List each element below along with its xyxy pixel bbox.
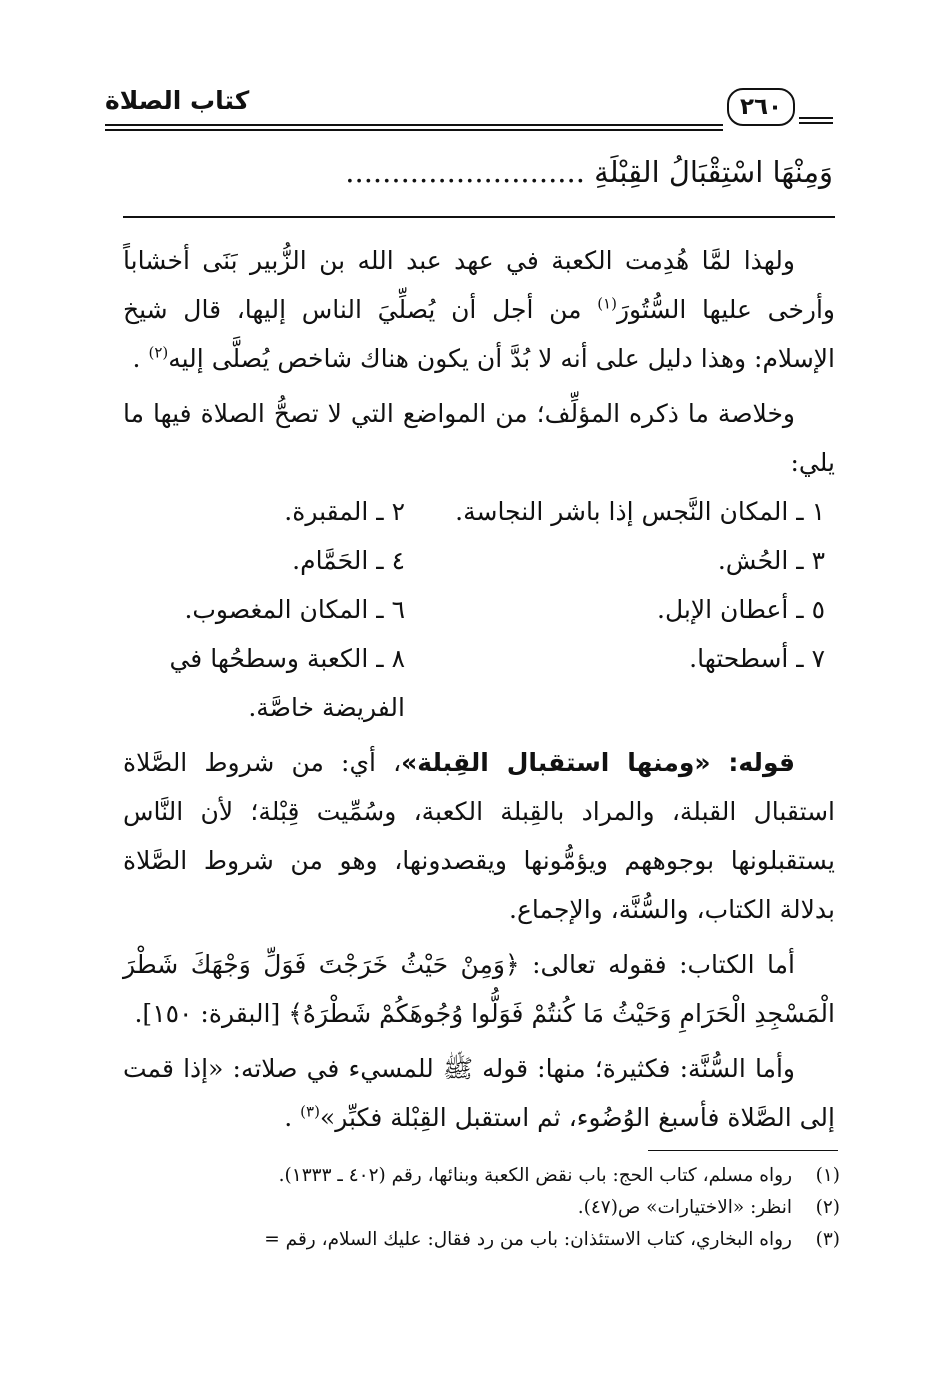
header-rule-left-top: [105, 124, 723, 126]
paragraph-5-end: .: [284, 1103, 293, 1132]
footnote-text: انظر: «الاختيارات» ص(٤٧).: [577, 1197, 792, 1218]
paragraph-4: [123, 940, 835, 1038]
footnote-number: (٢): [815, 1197, 840, 1218]
list-item-right: ٣ ـ الحُش.: [717, 546, 825, 575]
paragraph-5: [123, 1044, 835, 1142]
paragraph-1-text: ولهذا لمَّا هُدِمت الكعبة في عهد عبد الله بن الزُّبير بَنَى أخشاباً وأرخى عليها السُّتُورَ: [123, 246, 835, 324]
header-rule-right-bottom: [799, 122, 833, 124]
footnote: [105, 1160, 840, 1192]
list-item-continuation: [123, 683, 835, 732]
list-item-left: ٤ ـ الحَمَّام.: [292, 546, 405, 575]
list-item-right: ١ ـ المكان النَّجس إذا باشر النجاسة.: [455, 497, 825, 526]
list-item: [123, 634, 835, 683]
footnote-number: (٣): [815, 1229, 840, 1250]
paragraph-2: وخلاصة ما ذكره المؤلِّف؛ من المواضع التي لا تصحُّ الصلاة فيها ما يلي:: [123, 399, 835, 477]
footnote-ref-1: (١): [597, 294, 617, 313]
paragraph-5-text: وأما السُّنَّة: فكثيرة؛ منها: قوله ﷺ للمسيء في صلاته: «إذا قمت إلى الصَّلاة فأسبغ الوُضُوء، ثم استقبل القِبْلة فكبِّر»: [123, 1054, 835, 1132]
list-item: [123, 585, 835, 634]
quran-reference: [البقرة: ١٥٠].: [134, 999, 289, 1028]
header-rule-left-bottom: [105, 129, 723, 131]
footnotes: [105, 1160, 840, 1256]
topic-rule: [123, 216, 835, 218]
paragraph-3-text: ، أي: من شروط الصَّلاة استقبال القبلة، والمراد بالقِبلة الكعبة، وسُمِّيت قِبْلة؛ لأن النَّاس يستقبلونها بوجوههم ويؤمُّونها ويقصدونها، وهو من شروط الصَّلاة بدلالة الكتاب، والسُّنَّة، والإجماع.: [123, 748, 835, 924]
main-text: [123, 236, 835, 1142]
list-item-right: ٧ ـ أسطحتها.: [689, 644, 825, 673]
footnote-ref-3: (٣): [300, 1102, 320, 1121]
list-item: [123, 536, 835, 585]
topic-heading: وَمِنْهَا اسْتِقْبَالُ القِبْلَةِ ..........................: [345, 155, 833, 189]
list-item: [123, 487, 835, 536]
list-continuation-text: الفريضة خاصَّة.: [248, 693, 405, 722]
footnote: [105, 1192, 840, 1224]
paragraph-3: [123, 738, 835, 934]
quoted-phrase: قوله: «ومنها استقبال القِبلة»: [401, 748, 795, 777]
footnote-text: رواه مسلم، كتاب الحج: باب نقض الكعبة وبنائها، رقم (٤٠٢ ـ ١٣٣٣).: [278, 1165, 792, 1186]
list-item-left: ٨ ـ الكعبة وسطحُها في: [169, 644, 405, 673]
footnote-text: رواه البخاري، كتاب الاستئذان: باب من رد فقال: عليك السلام، رقم =: [264, 1229, 792, 1250]
footnote-number: (١): [815, 1165, 840, 1186]
page-number: ٢٦٠: [727, 88, 795, 126]
header-rule-right-top: [799, 117, 833, 119]
list-item-right: ٥ ـ أعطان الإبل.: [657, 595, 825, 624]
book-title: كتاب الصلاة: [105, 86, 250, 115]
paragraph-4-text: أما الكتاب: فقوله تعالى: ﴿وَمِنْ حَيْثُ خَرَجْتَ فَوَلِّ وَجْهَكَ شَطْرَ الْمَسْجِدِ الْحَرَامِ وَحَيْثُ مَا كُنتُمْ فَوَلُّوا وُجُوهَكُمْ شَطْرَهُ﴾: [123, 950, 835, 1028]
paragraph-1-text-2: من أجل أن يُصلِّيَ الناس إليها، قال شيخ الإسلام: وهذا دليل على أنه لا بُدَّ أن يكون هناك شاخص يُصلَّى إليه: [123, 295, 835, 373]
paragraph-1-end: .: [132, 344, 141, 373]
list-item-left: ٦ ـ المكان المغصوب.: [184, 595, 405, 624]
footnote: [105, 1224, 840, 1256]
footnote-ref-2: (٢): [148, 343, 169, 362]
paragraph-1: [123, 236, 835, 383]
running-header: [105, 80, 833, 130]
places-list: [123, 487, 835, 732]
list-item-left: ٢ ـ المقبرة.: [284, 497, 405, 526]
footnote-rule: [648, 1150, 838, 1151]
